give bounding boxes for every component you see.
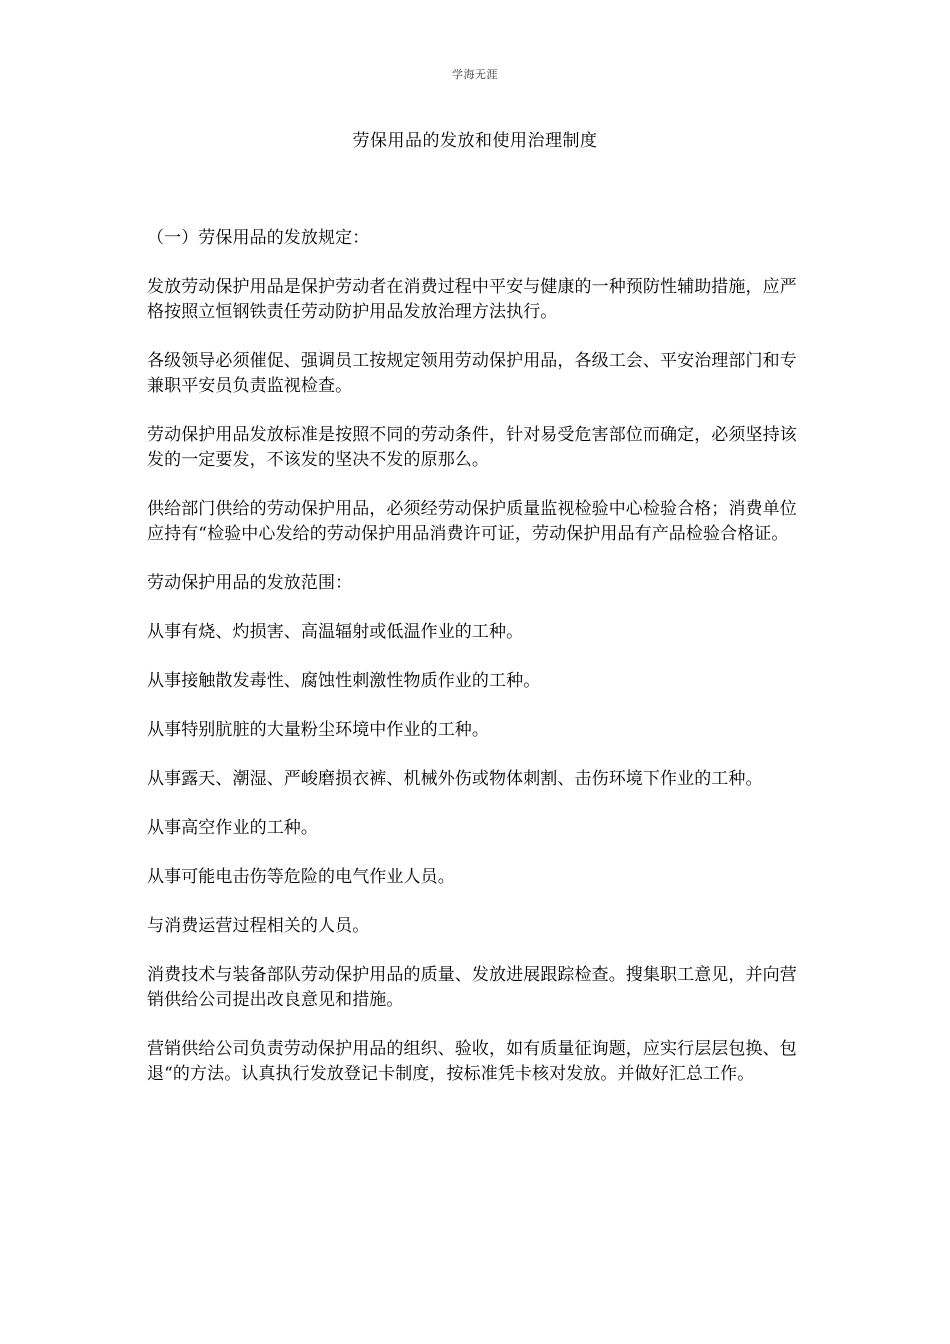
document-title: 劳保用品的发放和使用治理制度 [352, 131, 598, 151]
list-item: 从事可能电击伤等危险的电气作业人员。 [147, 867, 455, 887]
paragraph: 供给部门供给的劳动保护用品，必须经劳动保护质量监视检验中心检验合格；消费单位应持有“检验中心发给的劳动保护用品消费许可证，劳动保护用品有产品检验合格证。 [147, 499, 797, 544]
page-header: 学海无涯 [452, 68, 498, 81]
paragraph: 发放劳动保护用品是保护劳动者在消费过程中平安与健康的一种预防性辅助措施，应严格按照立恒钢铁责任劳动防护用品发放治理方法执行。 [147, 277, 797, 322]
list-item: 从事露天、潮湿、严峻磨损衣裤、机械外伤或物体刺割、击伤环境下作业的工种。 [147, 769, 763, 789]
list-item: 从事接触散发毒性、腐蚀性刺激性物质作业的工种。 [147, 671, 541, 691]
document-body [147, 226, 807, 1111]
list-item: 与消费运营过程相关的人员。 [147, 916, 370, 936]
section-heading: （一）劳保用品的发放规定： [147, 228, 370, 248]
paragraph: 营销供给公司负责劳动保护用品的组织、验收，如有质量征询题，应实行层层包换、包退“的方法。认真执行发放登记卡制度，按标准凭卡核对发放。并做好汇总工作。 [147, 1039, 797, 1084]
list-item: 从事有烧、灼损害、高温辐射或低温作业的工种。 [147, 622, 524, 642]
list-item: 从事特别肮脏的大量粉尘环境中作业的工种。 [147, 720, 489, 740]
paragraph: 劳动保护用品发放标准是按照不同的劳动条件，针对易受危害部位而确定，必须坚持该发的一定要发，不该发的坚决不发的原那么。 [147, 425, 797, 470]
paragraph: 各级领导必须催促、强调员工按规定领用劳动保护用品，各级工会、平安治理部门和专兼职平安员负责监视检查。 [147, 351, 797, 396]
paragraph: 消费技术与装备部队劳动保护用品的质量、发放进展跟踪检查。搜集职工意见，并向营销供给公司提出改良意见和措施。 [147, 965, 797, 1010]
paragraph: 劳动保护用品的发放范围： [147, 573, 353, 593]
list-item: 从事高空作业的工种。 [147, 818, 318, 838]
